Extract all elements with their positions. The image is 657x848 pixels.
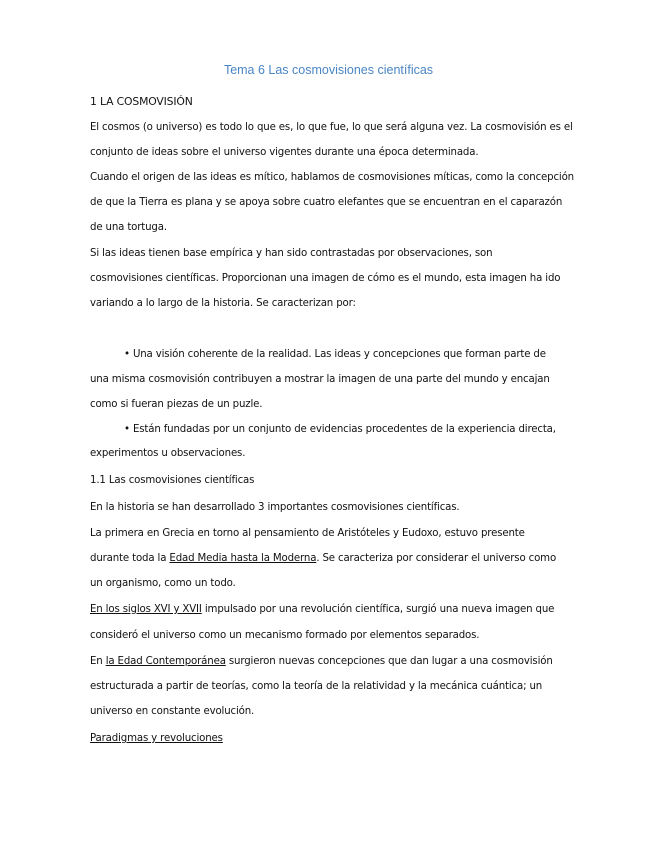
link-siglos-xvi-xvii[interactable]: En los siglos XVI y XVII (90, 604, 202, 615)
bullet-item-line: • Están fundadas por un conjunto de evidencias procedentes de la experiencia directa, (124, 424, 556, 435)
text-span: impulsado por una revolución científica, surgió una nueva imagen que (201, 604, 555, 615)
link-edad-media[interactable]: Edad Media hasta la Moderna (169, 553, 317, 564)
paragraph-line: El cosmos (o universo) es todo lo que es, lo que fue, lo que será alguna vez. La cosmovisión es el (90, 122, 573, 133)
section-heading-cosmovision: 1 LA COSMOVISIÓN (90, 95, 193, 108)
paragraph-line: cosmovisiones científicas. Proporcionan una imagen de cómo es el mundo, esta imagen ha ido (90, 273, 561, 284)
bullet-item-line: experimentos u observaciones. (90, 448, 246, 459)
paragraph-line (90, 655, 553, 669)
paragraph-line: Si las ideas tienen base empírica y han sido contrastadas por observaciones, son (90, 248, 493, 259)
text-span: En (90, 656, 106, 667)
link-edad-contemporanea[interactable]: la Edad Contemporánea (105, 656, 226, 667)
bullet-item-line: una misma cosmovisión contribuyen a mostrar la imagen de una parte del mundo y encajan (90, 374, 550, 385)
paragraph-line: universo en constante evolución. (90, 706, 255, 717)
paragraph-line: En la historia se han desarrollado 3 importantes cosmovisiones científicas. (90, 502, 460, 513)
text-span: durante toda la (90, 553, 170, 564)
paragraph-line (90, 552, 556, 566)
paragraph-line: variando a lo largo de la historia. Se caracterizan por: (90, 298, 356, 309)
section-heading-cosmovisiones-cientificas: 1.1 Las cosmovisiones científicas (90, 475, 255, 486)
text-span: . Se caracteriza por considerar el universo como (316, 553, 557, 564)
paragraph-line (90, 603, 554, 617)
paragraph-line: La primera en Grecia en torno al pensamiento de Aristóteles y Eudoxo, estuvo presente (90, 528, 525, 539)
paragraph-line: consideró el universo como un mecanismo formado por elementos separados. (90, 630, 480, 641)
section-heading-paradigmas[interactable]: Paradigmas y revoluciones (90, 733, 223, 744)
bullet-item-line: • Una visión coherente de la realidad. Las ideas y concepciones que forman parte de (124, 349, 546, 360)
paragraph-line: conjunto de ideas sobre el universo vigentes durante una época determinada. (90, 147, 479, 158)
paragraph-line: estructurada a partir de teorías, como la teoría de la relatividad y la mecánica cuántica; un (90, 681, 543, 692)
paragraph-line: de que la Tierra es plana y se apoya sobre cuatro elefantes que se encuentran en el caparazón (90, 197, 563, 208)
paragraph-line: Cuando el origen de las ideas es mítico, hablamos de cosmovisiones míticas, como la concepción (90, 172, 574, 183)
paragraph-line: de una tortuga. (90, 222, 167, 233)
document-title: Tema 6 Las cosmovisiones científicas (223, 63, 434, 77)
bullet-item-line: como si fueran piezas de un puzle. (90, 399, 263, 410)
paragraph-line: un organismo, como un todo. (90, 578, 236, 589)
text-span: surgieron nuevas concepciones que dan lugar a una cosmovisión (225, 656, 553, 667)
